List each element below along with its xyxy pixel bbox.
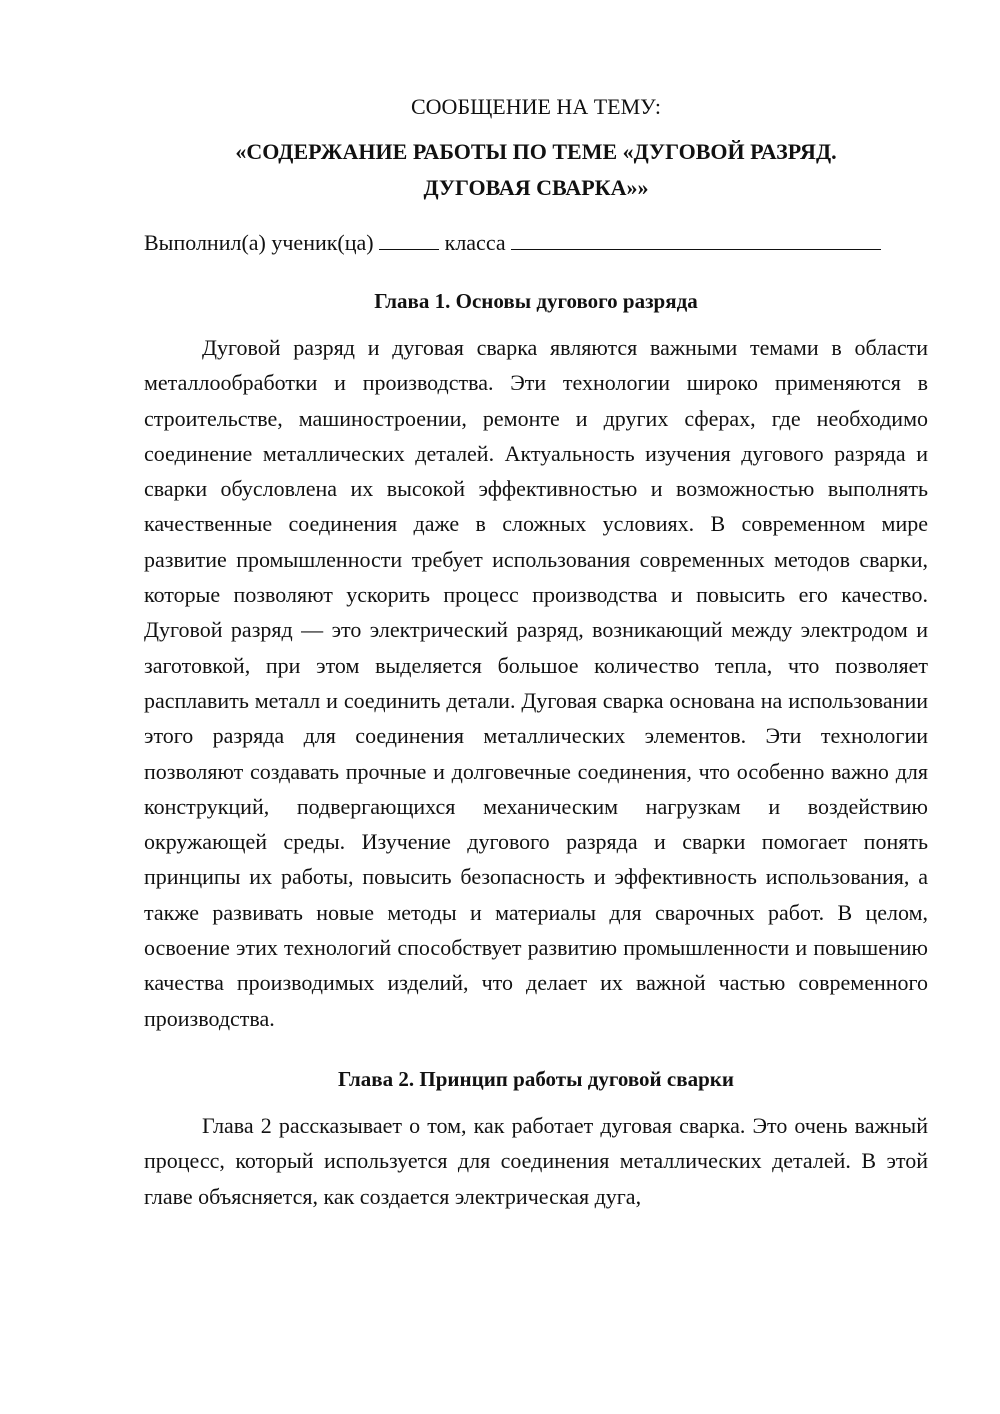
author-prefix: Выполнил(а) ученик(ца) xyxy=(144,230,374,255)
author-line xyxy=(144,228,928,258)
document-title xyxy=(144,134,928,206)
document-title-line-2: ДУГОВАЯ СВАРКА»» xyxy=(423,175,649,200)
chapter-1-title: Глава 1. Основы дугового разряда xyxy=(374,289,698,313)
document-header: СООБЩЕНИЕ НА ТЕМУ: xyxy=(411,94,661,119)
grade-blank xyxy=(379,229,439,250)
class-word: класса xyxy=(444,230,506,255)
document-title-line-1: «СОДЕРЖАНИЕ РАБОТЫ ПО ТЕМЕ «ДУГОВОЙ РАЗРЯД. xyxy=(235,139,837,164)
chapter-1-paragraph: Дуговой разряд и дуговая сварка являются важными темами в области металлообработки и производства. Эти технологии широко применяются в строительстве, машиностроении, ремонте и других сферах, где необходимо соединение металлических деталей. Актуальность изучения дугового разряда и сварки обусловлена их высокой эффективностью и возможностью выполнять качественные соединения даже в сложных условиях. В современном мире развитие промышленности требует использования современных методов сварки, которые позволяют ускорить процесс производства и повысить его качество. Дуговой разряд — это электрический разряд, возникающий между электродом и заготовкой, при этом выделяется большое количество тепла, что позволяет расплавить металл и соединить детали. Дуговая сварка основана на использовании этого разряда для соединения металлических элементов. Эти технологии позволяют создавать прочные и долговечные соединения, что особенно важно для конструкций, подвергающихся механическим нагрузкам и воздействию окружающей среды. Изучение дугового разряда и сварки помогает понять принципы их работы, повысить безопасность и эффективность использования, а также развивать новые методы и материалы для сварочных работ. В целом, освоение этих технологий способствует развитию промышленности и повышению качества производимых изделий, что делает их важной частью современного производства. xyxy=(144,335,928,1031)
name-blank xyxy=(511,229,881,250)
chapter-2-title: Глава 2. Принцип работы дуговой сварки xyxy=(338,1066,734,1091)
chapter-2-paragraph: Глава 2 рассказывает о том, как работает дуговая сварка. Это очень важный процесс, который используется для соединения металлических деталей. В этой главе объясняется, как создается электрическая дуга, xyxy=(144,1112,928,1209)
